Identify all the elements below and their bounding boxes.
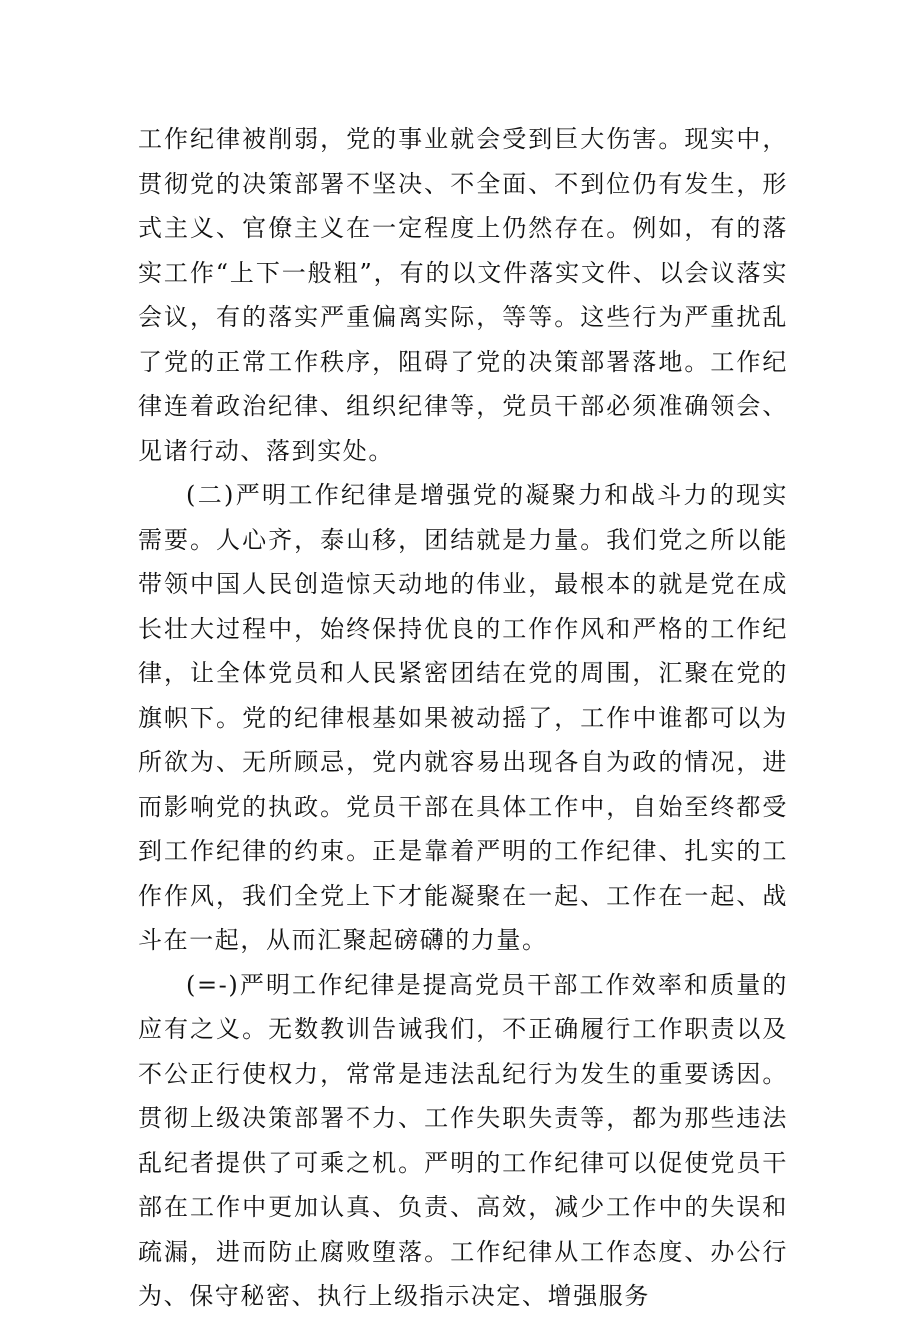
paragraph-efficiency-and-quality: (=-)严明工作纪律是提高党员干部工作效率和质量的应有之义。无数教训告诫我们，不正确履行工作职责以及不公正行使权力，常常是违法乱纪行为发生的重要诱因。贯彻上级决策部署不力、工作失职失责等，都为那些违法乱纪者提供了可乘之机。严明的工作纪律可以促使党员干部在工作中更加认真、负责、高效，减少工作中的失误和疏漏，进而防止腐败堕落。工作纪律从工作态度、办公行为、保守秘密、执行上级指示决定、增强服务	[138, 970, 788, 1310]
paragraph-cohesion-and-combat-power: (二)严明工作纪律是增强党的凝聚力和战斗力的现实需要。人心齐，泰山移，团结就是力量。我们党之所以能带领中国人民创造惊天动地的伟业，最根本的就是党在成长壮大过程中，始终保持优良的工作作风和严格的工作纪律，让全体党员和人民紧密团结在党的周围，汇聚在党的旗帜下。党的纪律根基如果被动摇了，工作中谁都可以为所欲为、无所顾忌，党内就容易出现各自为政的情况，进而影响党的执政。党员干部在具体工作中，自始至终都受到工作纪律的约束。正是靠着严明的工作纪律、扎实的工作作风，我们全党上下才能凝聚在一起、工作在一起、战斗在一起，从而汇聚起磅礴的力量。	[138, 481, 788, 954]
paragraph-work-discipline-weakened: 工作纪律被削弱，党的事业就会受到巨大伤害。现实中，贯彻党的决策部署不坚决、不全面、不到位仍有发生，形式主义、官僚主义在一定程度上仍然存在。例如，有的落实工作“上下一般粗”，有的以文件落实文件、以会议落实会议，有的落实严重偏离实际，等等。这些行为严重扰乱了党的正常工作秩序，阻碍了党的决策部署落地。工作纪律连着政治纪律、组织纪律等，党员干部必须准确领会、见诸行动、落到实处。	[138, 125, 788, 465]
document-body	[138, 117, 788, 1319]
